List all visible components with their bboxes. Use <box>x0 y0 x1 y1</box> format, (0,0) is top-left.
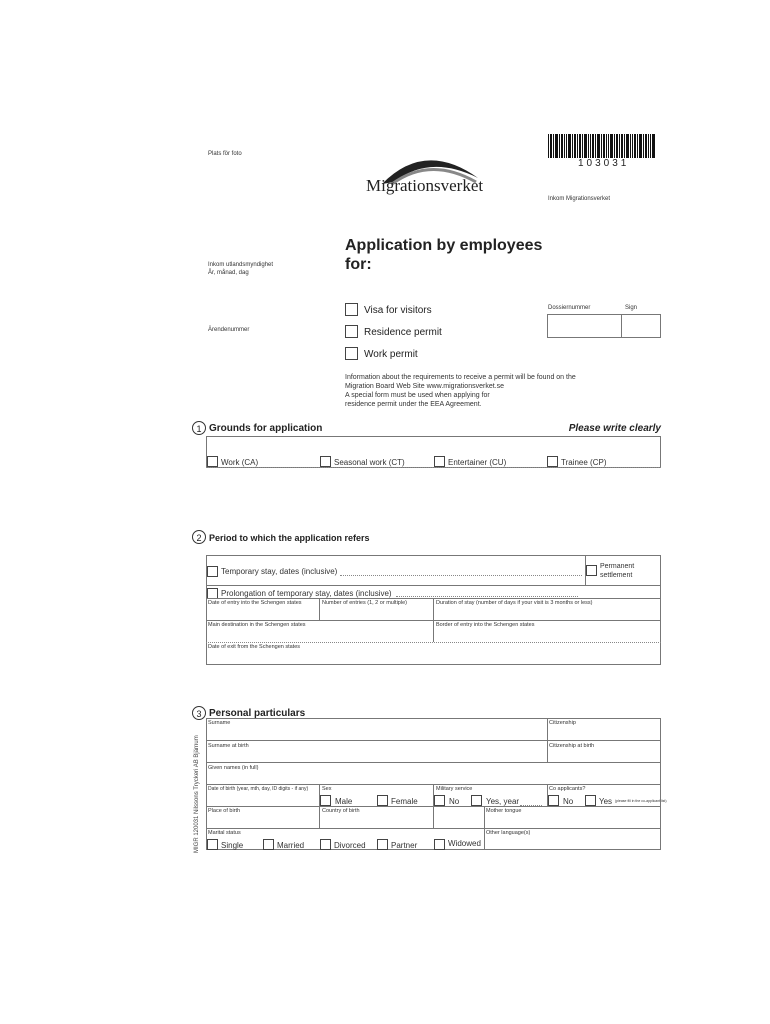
single-label: Single <box>221 841 244 850</box>
other-languages-label: Other language(s) <box>486 830 531 836</box>
mother-tongue-label: Mother tongue <box>486 808 522 814</box>
page-title: Application by employees for: <box>345 237 543 273</box>
prolongation-dots <box>396 596 578 597</box>
write-clearly-note: Please write clearly <box>568 423 661 434</box>
dob-label: Date of birth (year, mth, day, ID digits - if any) <box>208 786 309 792</box>
female-checkbox[interactable] <box>377 795 388 806</box>
temporary-stay-label: Temporary stay, dates (inclusive) <box>221 567 338 576</box>
grounds-dotted <box>206 467 661 468</box>
partner-checkbox[interactable] <box>377 839 388 850</box>
main-destination-label: Main destination in the Schengen states <box>208 622 306 628</box>
duration-label: Duration of stay (number of days if your visit is 3 months or less) <box>436 600 593 606</box>
widowed-checkbox[interactable] <box>434 839 445 850</box>
date-entry-label: Date of entry into the Schengen states <box>208 600 302 606</box>
section-1-number: 1 <box>192 421 206 435</box>
trainee-checkbox[interactable] <box>547 456 558 467</box>
section-1-title: Grounds for application <box>209 423 323 434</box>
marital-row-top <box>206 828 661 829</box>
citizenship-birth-label: Citizenship at birth <box>549 743 595 749</box>
entertainer-label: Entertainer (CU) <box>448 458 507 467</box>
border-entry-label: Border of entry into the Schengen states <box>436 622 535 628</box>
section-2-number: 2 <box>192 530 206 544</box>
male-label: Male <box>335 797 353 806</box>
given-names-label: Given names (in full) <box>208 765 259 771</box>
residence-permit-label: Residence permit <box>364 327 442 338</box>
residence-permit-checkbox[interactable] <box>345 325 358 338</box>
mission-received: Inkom utlandsmyndighet År, månad, dag <box>208 262 274 276</box>
place-birth-label: Place of birth <box>208 808 241 814</box>
barcode-number: 103031 <box>578 158 630 169</box>
military-no-label: No <box>449 797 460 806</box>
male-checkbox[interactable] <box>320 795 331 806</box>
prolongation-label: Prolongation of temporary stay, dates (inclusive) <box>221 589 392 598</box>
military-no-checkbox[interactable] <box>434 795 445 806</box>
married-checkbox[interactable] <box>263 839 274 850</box>
photo-label: Plats för foto <box>208 151 242 157</box>
military-yes-checkbox[interactable] <box>471 795 482 806</box>
trainee-label: Trainee (CP) <box>561 458 607 467</box>
birth-place-row-top <box>206 806 661 807</box>
exit-row-top <box>206 642 661 643</box>
partner-label: Partner <box>391 841 418 850</box>
surname-birth-row-top <box>206 740 661 741</box>
seasonal-work-checkbox[interactable] <box>320 456 331 467</box>
permanent-checkbox[interactable] <box>586 565 597 576</box>
temporary-stay-dots <box>340 575 582 576</box>
co-no-checkbox[interactable] <box>548 795 559 806</box>
country-birth-label: Country of birth <box>322 808 360 814</box>
co-yes-label: Yes <box>599 797 613 806</box>
work-permit-checkbox[interactable] <box>345 347 358 360</box>
section-3-title: Personal particulars <box>209 708 306 719</box>
section-2-title: Period to which the application refers <box>209 533 370 543</box>
barcode <box>548 134 656 158</box>
widowed-label: Widowed <box>448 839 481 848</box>
work-ca-checkbox[interactable] <box>207 456 218 467</box>
work-permit-label: Work permit <box>364 349 418 360</box>
info-text: Information about the requirements to receive a permit will be found on the Migration Board Web Site www.migrationsverket.se A special form must be used when applying for residence permit under the EEA Agreement. <box>345 374 576 408</box>
sign-label: Sign <box>625 305 638 311</box>
destination-row-top <box>206 620 661 621</box>
num-entries-label: Number of entries (1, 2 or multiple) <box>322 600 407 606</box>
single-checkbox[interactable] <box>207 839 218 850</box>
temporary-stay-checkbox[interactable] <box>207 566 218 577</box>
dossier-divider <box>621 314 622 338</box>
military-label: Military service <box>436 786 473 792</box>
married-label: Married <box>277 841 305 850</box>
divorced-label: Divorced <box>334 841 366 850</box>
marital-status-label: Marital status <box>208 830 241 836</box>
co-yes-checkbox[interactable] <box>585 795 596 806</box>
side-print-text: MIGR 120031 Nilssons Tryckeri AB Bjärnum <box>194 735 200 853</box>
visa-checkbox[interactable] <box>345 303 358 316</box>
military-yes-label: Yes, year <box>486 797 520 806</box>
entertainer-checkbox[interactable] <box>434 456 445 467</box>
co-yes-note: (please fill in the co-applicant list) <box>615 799 667 803</box>
entry-divider-1 <box>319 598 320 620</box>
visa-label: Visa for visitors <box>364 305 432 316</box>
co-no-label: No <box>563 797 574 806</box>
date-exit-label: Date of exit from the Schengen states <box>208 644 301 650</box>
sex-label: Sex <box>322 786 332 792</box>
female-label: Female <box>391 797 418 806</box>
dossier-box[interactable] <box>547 314 661 338</box>
citizenship-label: Citizenship <box>549 720 576 726</box>
surname-label: Surname <box>208 720 231 726</box>
logo-text: Migrationsverket <box>366 176 484 195</box>
work-ca-label: Work (CA) <box>221 458 259 467</box>
section-3-number: 3 <box>192 706 206 720</box>
surname-birth-label: Surname at birth <box>208 743 249 749</box>
given-names-row-top <box>206 762 661 763</box>
case-number-label: Ärendenummer <box>208 327 250 333</box>
divorced-checkbox[interactable] <box>320 839 331 850</box>
prolongation-line <box>206 585 661 586</box>
co-applicants-label: Co applicants? <box>549 786 586 792</box>
dossier-label: Dossiernummer <box>548 305 591 311</box>
permanent-label: Permanent settlement <box>600 563 635 579</box>
seasonal-work-label: Seasonal work (CT) <box>334 458 405 467</box>
received-label: Inkom Migrationsverket <box>548 196 611 202</box>
